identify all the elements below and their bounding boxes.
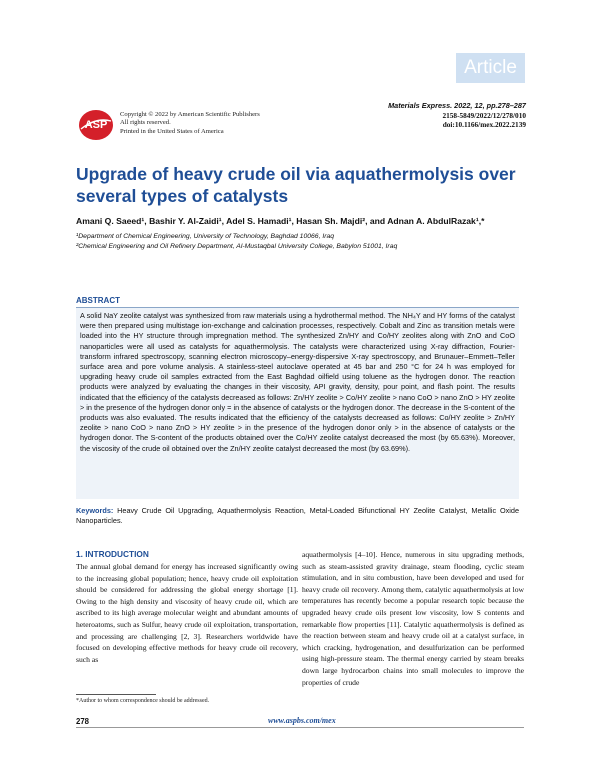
logo-text: ASP <box>84 119 108 131</box>
footer-divider <box>76 727 524 728</box>
printed-line: Printed in the United States of America <box>120 127 224 135</box>
intro-column-1: The annual global demand for energy has increased significantly owing to the increasing global population; hence, heavy crude oil exploitation should be considered for addressing the global energy shortage [1]. Owing to the high density and viscosity of heavy crude oil, which are ascribed to its high average molecular weight and abundant amounts of heteroatoms, such as Sulfur, heavy crude oil exploitation, transportation, and processing are challenging [2, 3]. Researchers worldwide have focused on developing effective methods for heavy crude oil recovery, such as <box>76 562 298 664</box>
author-list: Amani Q. Saeed¹, Bashir Y. Al-Zaidi¹, Adel S. Hamadi¹, Hasan Sh. Majdi², and Adnan A. AbdulRazak¹,* <box>76 216 485 226</box>
abstract-heading: ABSTRACT <box>76 296 120 305</box>
keywords-label: Keywords: <box>76 506 114 515</box>
journal-citation: . 2022, 12, pp.278–287 <box>450 101 526 110</box>
keywords-text: Heavy Crude Oil Upgrading, Aquathermolysis Reaction, Metal-Loaded Bifunctional HY Zeolite Catalyst, Metallic Oxide Nanoparticles. <box>76 506 519 525</box>
journal-doi: doi:10.1166/mex.2022.2139 <box>442 120 526 130</box>
keywords <box>76 506 519 526</box>
section-heading-introduction: 1. INTRODUCTION <box>76 549 149 559</box>
page-number: 278 <box>76 717 90 726</box>
affiliation-1: ¹Department of Chemical Engineering, University of Technology, Baghdad 10066, Iraq <box>76 233 335 240</box>
affiliation-2: ²Chemical Engineering and Oil Refinery Department, Al-Mustaqbal University College, Babylon 51001, Iraq <box>76 243 398 250</box>
corresponding-author-footnote: *Author to whom correspondence should be addressed. <box>76 698 210 704</box>
journal-issn: 2158-5849/2022/12/278/010 <box>442 110 526 120</box>
copyright-line: Copyright © 2022 by American Scientific Publishers <box>120 111 260 118</box>
abstract-body: A solid NaY zeolite catalyst was synthesized from raw materials using a hydrothermal method. The NH₄Y and HY forms of the catalyst were then prepared using multistage ion-exchange and calcination processes, respectively. Cobalt and Zinc as transition metals were loaded into the HY structure through impregnation method. The synthesized Zn/HY and Co/HY zeolites along with ZnO and CoO nanoparticles were all used as catalysts for aquathermolysis. The catalysts were characterized using X-ray diffraction, Fourier-transform infrared spectroscopy, scanning electron microscopy–energy-dispersive X-ray spectroscopy, and Brunauer–Emmett–Teller surface area and pore volume analysis. A stainless-steel autoclave operated at 45 bar and 250 °C for 24 h was employed for upgrading heavy crude oil samples extracted from the East Baghdad oilfield using toluene as the hydrogen donor. The reaction products were analyzed by evaluating the changes in their viscosity, API gravity, density, pour point, and flash point. The results indicated that the efficiency of the catalysts decreased as follows: Zn/HY zeolite > Co/HY zeolite > nano CoO > nano ZnO > HY zeolite > in the presence of the hydrogen donor only = in the absence of catalysts or the hydrogen donor. The decrease in the S-content of the products was also evaluated. The results indicated that the efficiency of the catalysts decreased as follows: Co/HY zeolite > Zn/HY zeolite > nano CoO > nano ZnO > HY zeolite > in the presence of the hydrogen donor only > in the absence of catalysts or the hydrogen donor. The S-content of the products obtained over the Co/HY zeolite catalyst decreased the most (by 65.63%). Moreover, the viscosity of the crude oil obtained over the Zn/HY zeolite catalyst decreased the most (by 63.69%). <box>76 307 519 499</box>
publisher-logo <box>78 107 114 143</box>
copyright-notice <box>120 111 260 136</box>
journal-info <box>388 101 526 130</box>
rights-line: All rights reserved. <box>120 119 171 127</box>
intro-column-2: aquathermolysis [4–10]. Hence, numerous in situ upgrading methods, such as steam-assisted gravity drainage, steam flooding, cyclic steam stimulation, and in situ combustion, have been developed and used for heavy crude oil recovery. Among them, catalytic aquathermolysis at low temperatures has recently become a popular research topic because the upgraded heavy crude oils present low viscosity, low S contents and remarkable flow properties [11]. Catalytic aquathermolysis is defined as the reaction between steam and heavy crude oil at a catalyst surface, in which cracking, hydrogenation, and desulfurization can be performed using high-pressure steam. The thermal energy carried by steam breaks down large hydrocarbon chains into small molecules to improve the properties of crude <box>302 550 524 687</box>
footnote-divider <box>76 694 156 695</box>
paper-title: Upgrade of heavy crude oil via aquathermolysis over several types of catalysts <box>76 164 516 206</box>
journal-website-link[interactable]: www.aspbs.com/mex <box>268 716 336 725</box>
journal-name: Materials Express <box>388 101 451 110</box>
article-badge: Article <box>456 53 525 83</box>
